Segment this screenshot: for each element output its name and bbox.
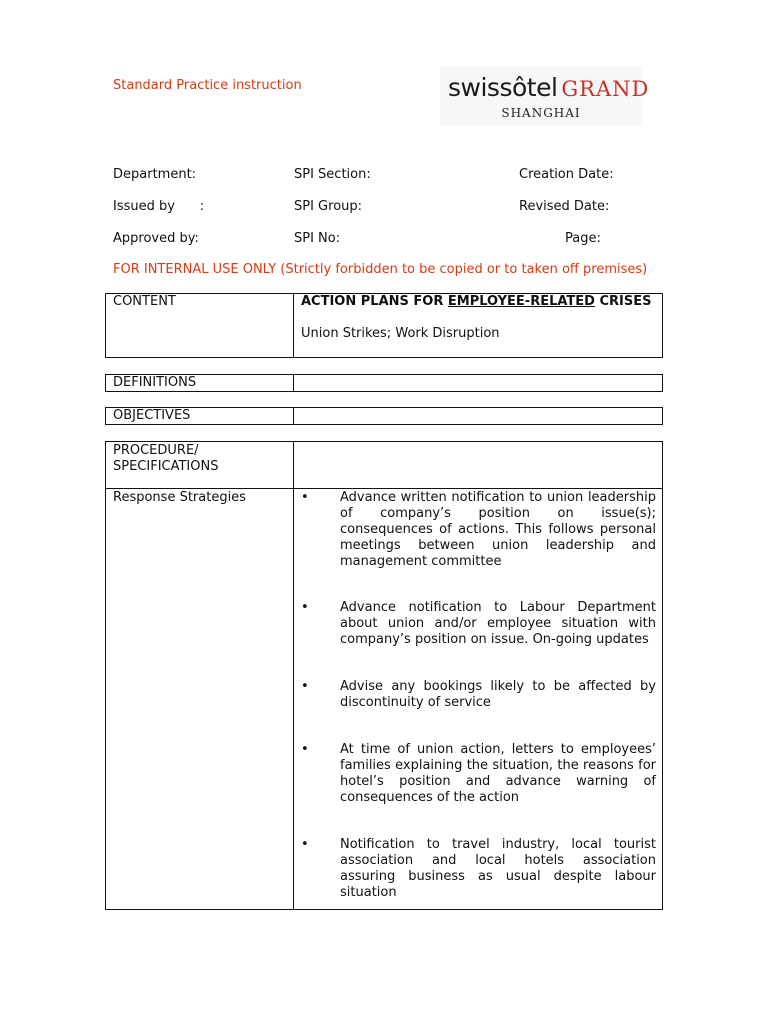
list-item: • Advance written notification to union leadership of company’s position on issue(s); consequences of actions. This follows personal meetings between union leadership and management committee [301, 490, 656, 569]
objectives-label: OBJECTIVES [106, 408, 294, 425]
logo-brand-text: swissôtel [448, 73, 558, 102]
revised-date-label: Revised Date: [519, 199, 610, 214]
response-strategies-label: Response Strategies [106, 489, 294, 910]
logo-city-text: SHANGHAI [501, 106, 581, 120]
logo-grand-text: GRAND [561, 77, 650, 101]
spi-group-label: SPI Group: [294, 199, 363, 214]
procedure-value [294, 442, 663, 489]
list-item: • Advise any bookings likely to be affected by discontinuity of service [301, 679, 656, 710]
approved-by-label: Approved by: [113, 231, 199, 246]
content-title: ACTION PLANS FOR EMPLOYEE-RELATED CRISES [301, 294, 652, 309]
swissotel-grand-logo [440, 66, 650, 126]
definitions-label: DEFINITIONS [106, 375, 294, 392]
creation-date-label: Creation Date: [519, 167, 614, 182]
definitions-table [105, 374, 663, 392]
content-value [294, 294, 663, 358]
list-item: • Advance notification to Labour Department about union and/or employee situation with company’s position on issue. On-going updates [301, 600, 656, 647]
objectives-value [294, 408, 663, 425]
page-label: Page: [565, 231, 601, 246]
list-item: • At time of union action, letters to employees’ families explaining the situation, the reasons for hotel’s position and advance warning of consequences of the action [301, 742, 656, 805]
issued-by-label: Issued by : [113, 199, 205, 214]
content-subtitle: Union Strikes; Work Disruption [301, 326, 500, 341]
list-item: • Notification to travel industry, local tourist association and local hotels association assuring business as usual despite labour situation [301, 837, 656, 900]
objectives-table [105, 407, 663, 425]
department-label: Department: [113, 167, 197, 182]
definitions-value [294, 375, 663, 392]
procedure-table [105, 441, 663, 910]
document-type-label: Standard Practice instruction [113, 78, 302, 93]
content-table [105, 293, 663, 358]
procedure-label: PROCEDURE/ SPECIFICATIONS [106, 442, 294, 489]
internal-use-notice: FOR INTERNAL USE ONLY (Strictly forbidden to be copied or to taken off premises) [113, 262, 648, 277]
spi-section-label: SPI Section: [294, 167, 371, 182]
content-label: CONTENT [106, 294, 294, 358]
response-strategies-list [294, 489, 663, 910]
spi-no-label: SPI No: [294, 231, 341, 246]
